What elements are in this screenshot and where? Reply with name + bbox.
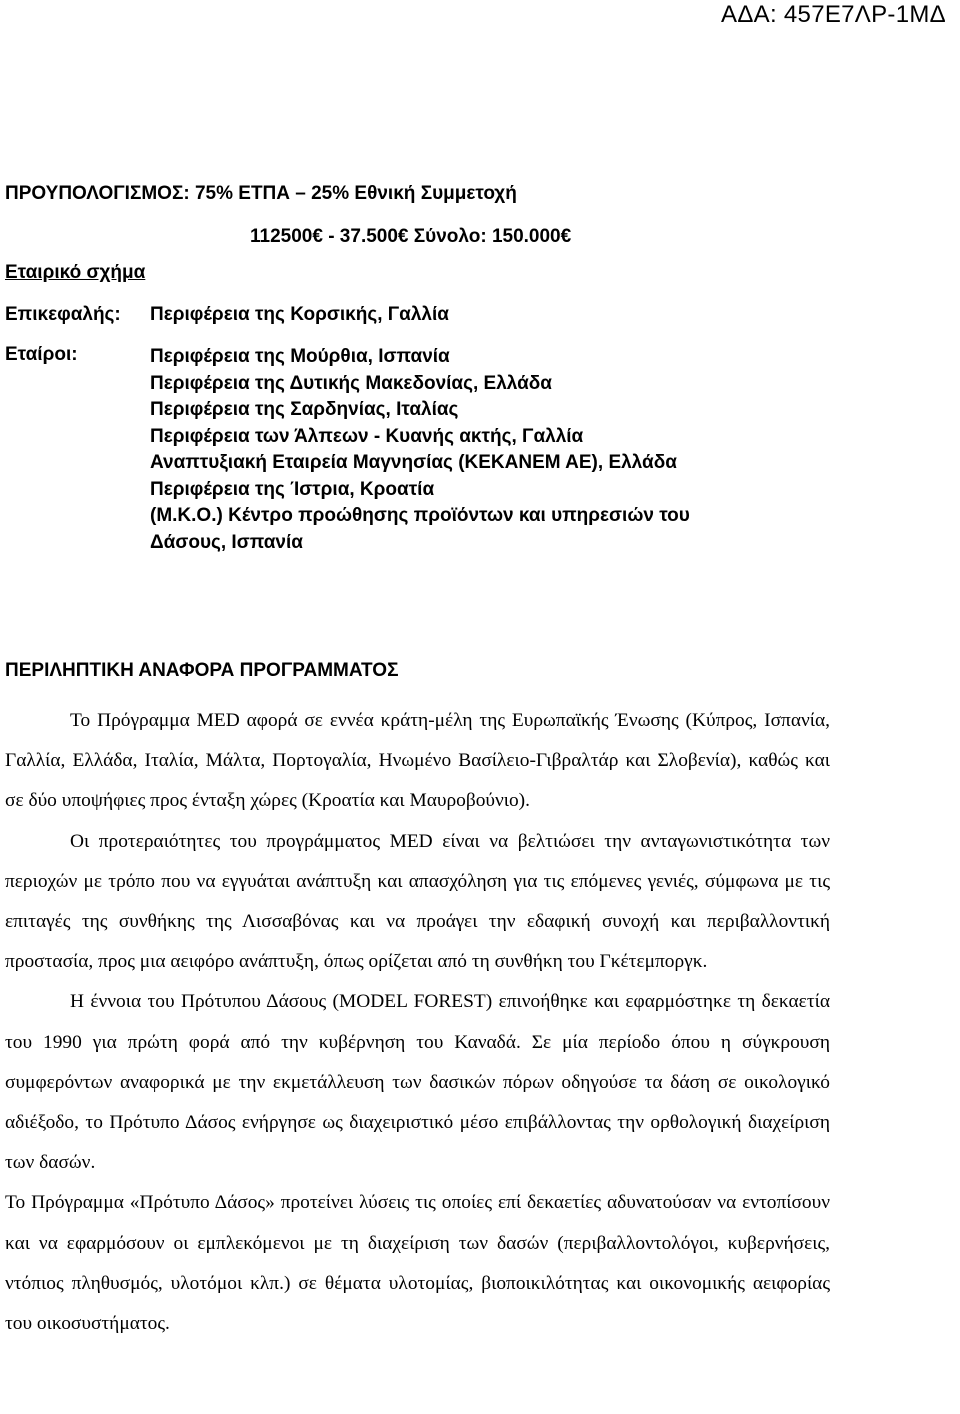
ada-code: ΑΔΑ: 457Ε7ΛΡ-1ΜΔ bbox=[721, 1, 946, 28]
summary-paragraph: Οι προτεραιότητες του προγράμματος MED είναι να βελτιώσει την ανταγωνιστικότητα των περιοχών με τρόπο που να εγγυάται ανάπτυξη και απασχόληση για τις επόμενες γενιές, σύμφωνα με τις επιταγές της συνθήκης της Λισσαβόνας και να προάγει την εδαφική συνοχή και περιβαλλοντική προστασία, προς μια αειφόρο ανάπτυξη, όπως ορίζεται από τη συνθήκη του Γκέτεμποργκ. bbox=[5, 830, 830, 973]
partners-label: Εταίροι: bbox=[5, 344, 78, 365]
summary-paragraph: Το Πρόγραμμα MED αφορά σε εννέα κράτη-μέλη της Ευρωπαϊκής Ένωσης (Κύπρος, Ισπανία, Γαλλία, Ελλάδα, Ιταλία, Μάλτα, Πορτογαλία, Ηνωμένο Βασίλειο-Γιβραλτάρ και Σλοβενία), καθώς και σε δύο υποψήφιες προς ένταξη χώρες (Κροατία και Μαυροβούνιο). bbox=[5, 710, 830, 812]
partner-item: Περιφέρεια της Σαρδηνίας, Ιταλίας bbox=[150, 399, 459, 420]
partner-item: Αναπτυξιακή Εταιρεία Μαγνησίας (ΚΕΚΑΝΕΜ ΑΕ), Ελλάδα bbox=[150, 452, 677, 473]
summary-paragraph: Το Πρόγραμμα «Πρότυπο Δάσος» προτείνει λύσεις τις οποίες επί δεκαετίες αδυνατούσαν να εντοπίσουν και να εφαρμόσουν οι εμπλεκόμενοι με τη διαχείριση των δασών (περιβαλλοντολόγοι, κυβερνήσεις, ντόπιος πληθυσμός, υλοτόμοι κλπ.) σε θέματα υλοτομίας, βιοποικιλότητας και οικονομικής αειφορίας του οικοσυστήματος. bbox=[5, 1192, 830, 1335]
partners-list bbox=[150, 344, 770, 556]
partner-item: Περιφέρεια της Δυτικής Μακεδονίας, Ελλάδα bbox=[150, 372, 552, 394]
partner-item: Περιφέρεια της Μούρθια, Ισπανία bbox=[150, 346, 450, 367]
partner-item: Περιφέρεια των Άλπεων - Κυανής ακτής, Γαλλία bbox=[150, 425, 584, 447]
lead-partner-value: Περιφέρεια της Κορσικής, Γαλλία bbox=[150, 304, 449, 325]
budget-amounts: 112500€ - 37.500€ Σύνολο: 150.000€ bbox=[250, 226, 572, 247]
summary-heading: ΠΕΡΙΛΗΠΤΙΚΗ ΑΝΑΦΟΡΑ ΠΡΟΓΡΑΜΜΑΤΟΣ bbox=[5, 660, 399, 681]
budget-title: ΠΡΟΥΠΟΛΟΓΙΣΜΟΣ: 75% ΕΤΠΑ – 25% Εθνική Συμμετοχή bbox=[5, 183, 517, 204]
partnership-scheme-heading: Εταιρικό σχήμα bbox=[5, 262, 146, 283]
partner-item: (Μ.Κ.Ο.) Κέντρο προώθησης προϊόντων και υπηρεσιών του Δάσους, Ισπανία bbox=[150, 505, 690, 553]
partner-item: Περιφέρεια της Ίστρια, Κροατία bbox=[150, 478, 435, 500]
summary-paragraph: Η έννοια του Πρότυπου Δάσους (MODEL FOREST) επινοήθηκε και εφαρμόστηκε τη δεκαετία του 1990 για πρώτη φορά από την κυβέρνηση του Καναδά. Σε μία περίοδο όπου η σύγκρουση συμφερόντων αναφορικά με την εκμετάλλευση των δασικών πόρων οδηγούσε τα δάση σε οικολογικό αδιέξοδο, το Πρότυπο Δάσος ενήργησε ως διαχειριστικό μέσο επιβάλλοντας την ορθολογική διαχείριση των δασών. bbox=[5, 991, 830, 1174]
summary-body bbox=[5, 701, 830, 1344]
lead-partner-label: Επικεφαλής: bbox=[5, 304, 121, 325]
